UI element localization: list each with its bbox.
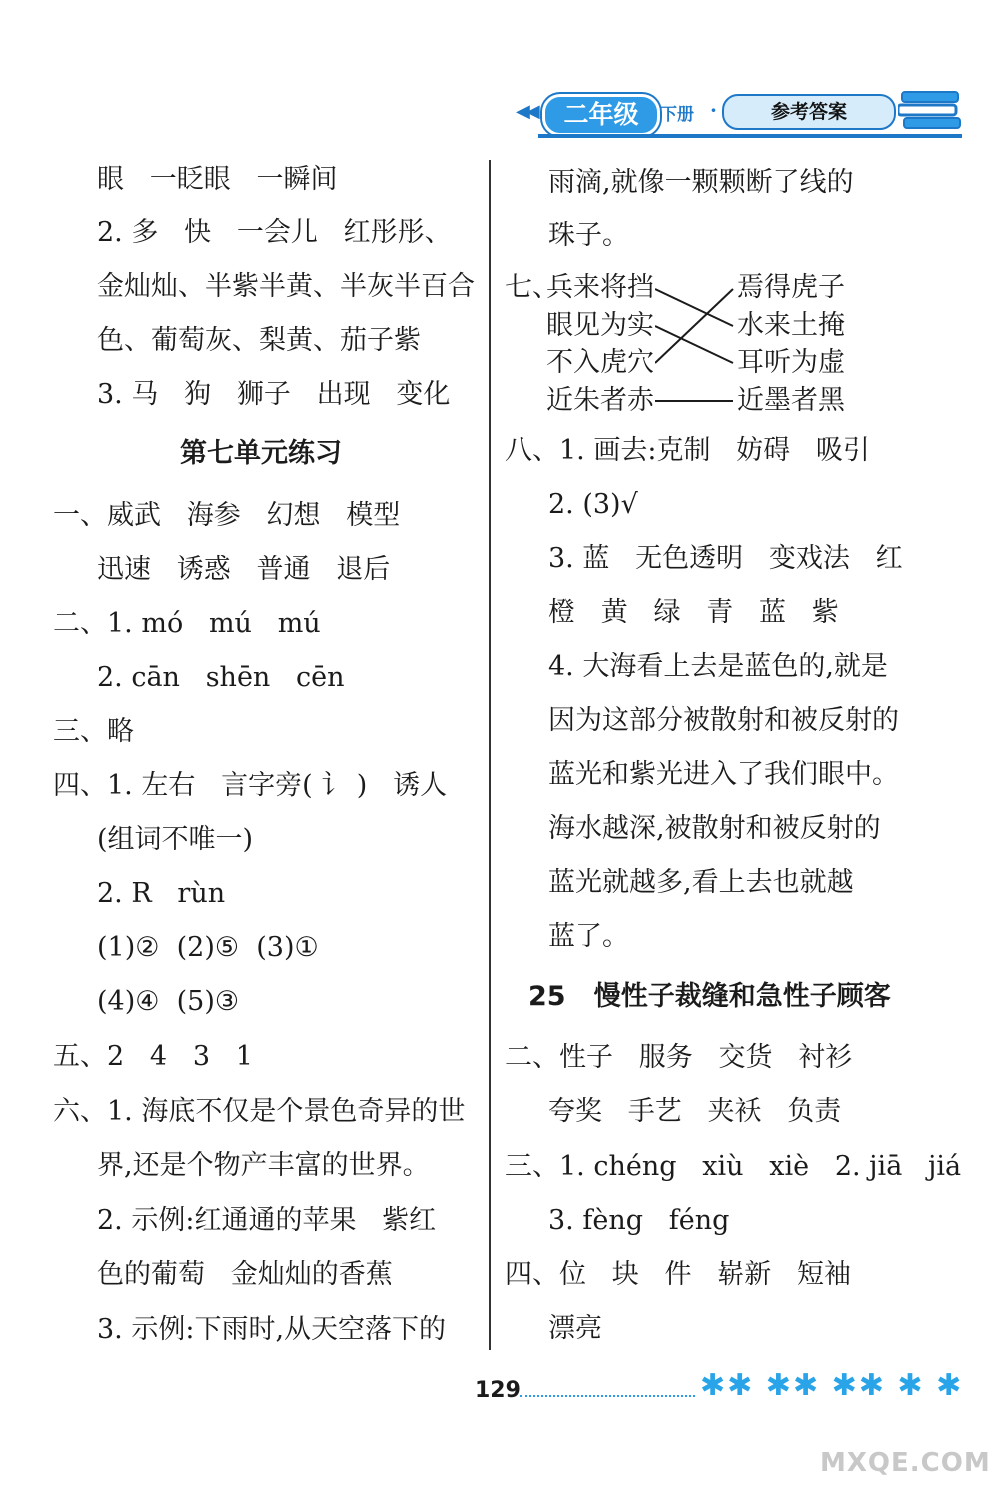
left-line-20: 2. 示例:红通通的苹果 紫红 xyxy=(97,1205,437,1236)
match-left-2: 眼见为实 xyxy=(546,310,654,341)
right-line-1: 雨滴,就像一颗颗断了线的 xyxy=(548,167,854,198)
right-line-15: 二、性子 服务 交货 衬衫 xyxy=(505,1042,853,1073)
right-line-8: 4. 大海看上去是蓝色的,就是 xyxy=(548,651,888,682)
right-line-19: 四、位 块 件 崭新 短袖 xyxy=(505,1259,851,1290)
left-line-5: 3. 马 狗 狮子 出现 变化 xyxy=(97,379,451,410)
right-line-5: 2. (3)√ xyxy=(548,489,638,520)
right-line-11: 海水越深,被散射和被反射的 xyxy=(548,813,881,844)
answer-key-label: 参考答案 xyxy=(722,94,896,130)
left-line-22: 3. 示例:下雨时,从天空落下的 xyxy=(97,1314,447,1345)
right-line-4: 八、1. 画去:克制 妨碍 吸引 xyxy=(505,435,870,466)
right-line-6: 3. 蓝 无色透明 变戏法 红 xyxy=(548,543,903,574)
match-right-4: 近墨者黑 xyxy=(737,385,845,416)
left-line-3: 金灿灿、半紫半黄、半灰半百合 xyxy=(97,271,475,302)
left-line-1: 眼 一眨眼 一瞬间 xyxy=(97,164,338,195)
match-left-1: 兵来将挡 xyxy=(546,272,654,303)
left-line-11: 三、略 xyxy=(53,716,134,747)
right-line-18: 3. fèng féng xyxy=(548,1205,730,1236)
books-icon xyxy=(898,86,962,134)
left-line-18: 六、1. 海底不仅是个景色奇异的世 xyxy=(53,1096,466,1127)
right-line-2: 珠子。 xyxy=(548,220,629,251)
left-line-9: 二、1. mó mú mú xyxy=(53,608,321,639)
left-line-16: (4)④ (5)③ xyxy=(97,986,240,1017)
grade-badge: 二年级 xyxy=(542,94,660,136)
separator-dot: · xyxy=(710,98,717,122)
watermark: MXQE.COM xyxy=(820,1448,991,1478)
right-line-10: 蓝光和紫光进入了我们眼中。 xyxy=(548,759,899,790)
left-line-15: (1)② (2)⑤ (3)① xyxy=(97,932,319,963)
right-line-3: 七、 xyxy=(505,272,559,303)
left-line-14: 2. R rùn xyxy=(97,878,226,909)
left-line-4: 色、葡萄灰、梨黄、茄子紫 xyxy=(97,325,421,356)
page-header xyxy=(510,86,962,142)
section-title-lesson25: 25 慢性子裁缝和急性子顾客 xyxy=(528,981,891,1012)
left-line-21: 色的葡萄 金灿灿的香蕉 xyxy=(97,1259,393,1290)
section-title-unit7: 第七单元练习 xyxy=(180,438,342,469)
header-rule xyxy=(538,134,962,138)
match-left-3: 不入虎穴 xyxy=(546,347,654,378)
left-line-13: (组词不唯一) xyxy=(97,824,254,855)
star-decoration-icon: ✱✱ ✱✱ ✱✱ ✱ ✱ xyxy=(700,1368,964,1403)
match-right-1: 焉得虎子 xyxy=(737,272,845,303)
left-line-10: 2. cān shēn cēn xyxy=(97,662,345,693)
volume-label: 下册 xyxy=(660,105,694,125)
right-line-20: 漂亮 xyxy=(548,1313,602,1344)
left-line-12: 四、1. 左右 言字旁( 讠 ) 诱人 xyxy=(53,770,448,801)
right-line-9: 因为这部分被散射和被反射的 xyxy=(548,705,899,736)
right-line-7: 橙 黄 绿 青 蓝 紫 xyxy=(548,597,839,628)
left-line-17: 五、2 4 3 1 xyxy=(53,1041,253,1072)
double-arrow-icon: ◀◀ xyxy=(516,101,536,122)
page-number: 129 xyxy=(475,1378,521,1403)
match-left-4: 近朱者赤 xyxy=(546,385,654,416)
footer-dotted-rule xyxy=(520,1395,695,1399)
match-line-1 xyxy=(655,289,733,326)
left-line-19: 界,还是个物产丰富的世界。 xyxy=(97,1150,430,1181)
left-line-2: 2. 多 快 一会儿 红彤彤、 xyxy=(97,217,452,248)
right-line-16: 夸奖 手艺 夹袄 负责 xyxy=(548,1096,842,1127)
column-divider xyxy=(489,160,491,1350)
right-line-17: 三、1. chéng xiù xiè 2. jiā jiá xyxy=(505,1151,962,1182)
left-line-8: 迅速 诱惑 普通 退后 xyxy=(97,554,391,585)
left-line-7: 一、威武 海参 幻想 模型 xyxy=(53,500,401,531)
matching-lines xyxy=(655,275,735,415)
right-line-13: 蓝了。 xyxy=(548,921,629,952)
right-line-12: 蓝光就越多,看上去也就越 xyxy=(548,867,854,898)
match-line-2 xyxy=(655,326,733,363)
match-right-2: 水来土掩 xyxy=(737,310,845,341)
match-right-3: 耳听为虚 xyxy=(737,347,845,378)
match-line-3 xyxy=(655,289,733,363)
